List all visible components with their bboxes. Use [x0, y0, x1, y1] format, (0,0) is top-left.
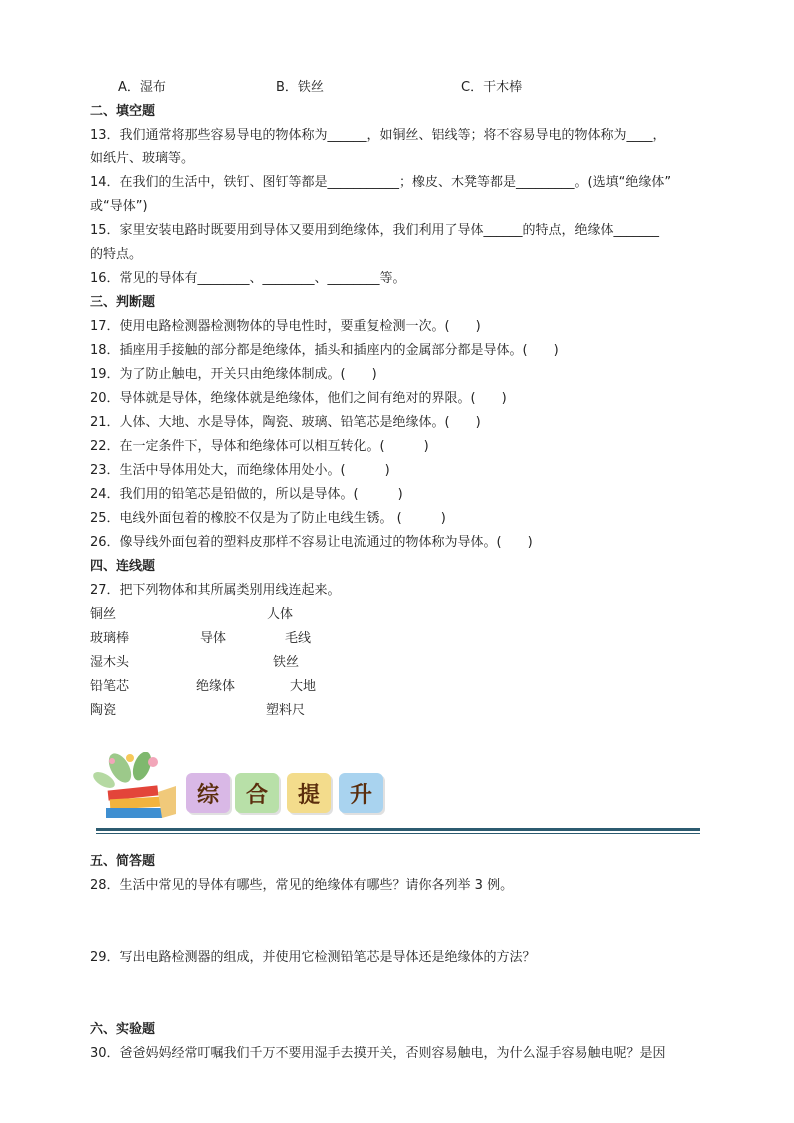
- question-13-line1: 13．我们通常将那些容易导电的物体称为______，如铜丝、铝线等；将不容易导电的物体称为____，: [90, 128, 666, 143]
- option-a: A．湿布: [118, 80, 166, 95]
- question-14-line2: 或“导体”): [90, 199, 148, 214]
- question-26: 26．像导线外面包着的塑料皮那样不容易让电流通过的物体称为导体。( ): [90, 535, 533, 550]
- question-16: 16．常见的导体有________、________、________等。: [90, 271, 406, 286]
- match-category-insulator: 绝缘体: [196, 679, 236, 694]
- match-category-conductor: 导体: [200, 631, 227, 646]
- match-right-item: 铁丝: [273, 655, 300, 670]
- question-23: 23．生活中导体用处大，而绝缘体用处小。( ): [90, 463, 390, 478]
- banner-tile: 升: [339, 773, 383, 813]
- comprehensive-improvement-banner: [90, 752, 702, 838]
- question-28: 28．生活中常见的导体有哪些，常见的绝缘体有哪些？请你各列举 3 例。: [90, 878, 514, 893]
- match-right-item: 塑料尺: [266, 703, 306, 718]
- match-left-item: 陶瓷: [90, 703, 117, 718]
- question-25: 25．电线外面包着的橡胶不仅是为了防止电线生锈。 ( ): [90, 511, 446, 526]
- banner-tile: 提: [287, 773, 331, 813]
- question-20: 20．导体就是导体，绝缘体就是绝缘体，他们之间有绝对的界限。( ): [90, 391, 507, 406]
- question-27: 27．把下列物体和其所属类别用线连起来。: [90, 583, 341, 598]
- section-title-true-false: 三、判断题: [90, 295, 156, 310]
- match-right-item: 大地: [290, 679, 317, 694]
- section-title-matching: 四、连线题: [90, 559, 156, 574]
- section-title-short-answer: 五、简答题: [90, 854, 156, 869]
- question-29: 29．写出电路检测器的组成，并使用它检测铅笔芯是导体还是绝缘体的方法？: [90, 950, 536, 965]
- question-21: 21．人体、大地、水是导体，陶瓷、玻璃、铅笔芯是绝缘体。( ): [90, 415, 481, 430]
- banner-divider-thin: [96, 833, 700, 834]
- question-18: 18．插座用手接触的部分都是绝缘体，插头和插座内的金属部分都是导体。( ): [90, 343, 559, 358]
- question-13-line2: 如纸片、玻璃等。: [90, 151, 195, 166]
- question-14-line1: 14．在我们的生活中，铁钉、图钉等都是___________；橡皮、木凳等都是_________。(选填“绝缘体”: [90, 175, 672, 190]
- question-24: 24．我们用的铅笔芯是铅做的，所以是导体。( ): [90, 487, 403, 502]
- banner-tile: 合: [235, 773, 279, 813]
- match-left-item: 湿木头: [90, 655, 130, 670]
- match-left-item: 玻璃棒: [90, 631, 130, 646]
- section-title-experiment: 六、实验题: [90, 1022, 156, 1037]
- books-plants-illustration: [90, 752, 180, 822]
- match-left-item: 铅笔芯: [90, 679, 130, 694]
- banner-tile: 综: [186, 773, 230, 813]
- section-title-fill-blank: 二、填空题: [90, 104, 156, 119]
- question-17: 17．使用电路检测器检测物体的导电性时，要重复检测一次。( ): [90, 319, 481, 334]
- question-19: 19．为了防止触电，开关只由绝缘体制成。( ): [90, 367, 377, 382]
- banner-divider: [96, 828, 700, 831]
- match-right-item: 人体: [267, 607, 294, 622]
- question-30: 30．爸爸妈妈经常叮嘱我们千万不要用湿手去摸开关，否则容易触电，为什么湿手容易触电呢？是因: [90, 1046, 666, 1061]
- match-left-item: 铜丝: [90, 607, 117, 622]
- match-right-item: 毛线: [285, 631, 312, 646]
- question-22: 22．在一定条件下，导体和绝缘体可以相互转化。( ): [90, 439, 429, 454]
- question-15-line1: 15．家里安装电路时既要用到导体又要用到绝缘体，我们利用了导体______的特点，绝缘体_______: [90, 223, 660, 238]
- question-15-line2: 的特点。: [90, 247, 143, 262]
- option-c: C．干木棒: [461, 80, 523, 95]
- option-b: B．铁丝: [276, 80, 324, 95]
